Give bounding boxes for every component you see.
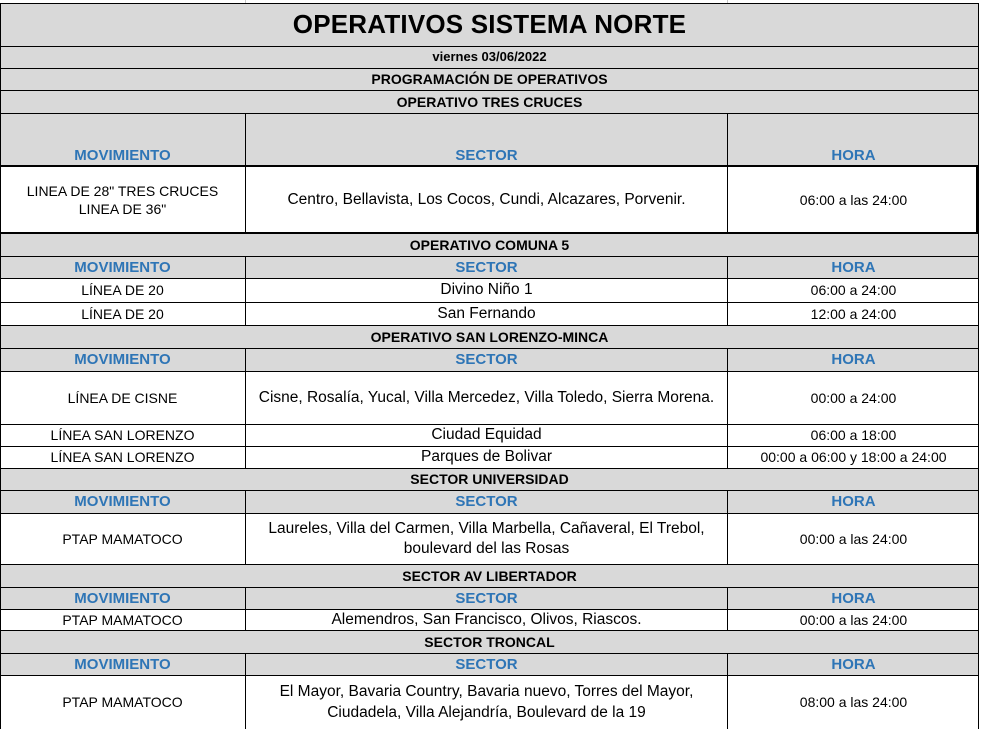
border-line — [976, 165, 979, 234]
col-header-sector: SECTOR — [246, 349, 727, 371]
border-line — [0, 232, 979, 234]
border-line — [727, 653, 728, 729]
border-line — [0, 3, 979, 4]
border-line — [0, 468, 979, 469]
col-header-hora: HORA — [728, 114, 979, 166]
section-title: SECTOR TRONCAL — [0, 631, 979, 653]
border-line — [727, 256, 728, 326]
row-sector: Divino Niño 1 — [246, 279, 727, 302]
col-header-movimiento: MOVIMIENTO — [0, 114, 245, 166]
border-line — [245, 653, 246, 729]
border-line — [245, 256, 246, 326]
row-sector: Laureles, Villa del Carmen, Villa Marbella, Cañaveral, El Trebol, boulevard del las Rosas — [246, 514, 727, 564]
border-line — [0, 46, 979, 47]
border-line — [0, 490, 979, 491]
row-movimiento: LÍNEA SAN LORENZO — [0, 425, 245, 446]
border-line — [0, 3, 1, 729]
section-title: SECTOR AV LIBERTADOR — [0, 565, 979, 587]
row-sector: Alemendros, San Francisco, Olivos, Riascos. — [246, 610, 727, 630]
row-sector: San Fernando — [246, 303, 727, 325]
col-header-movimiento: MOVIMIENTO — [0, 588, 245, 609]
row-hora: 06:00 a las 24:00 — [728, 167, 979, 233]
row-movimiento: PTAP MAMATOCO — [0, 610, 245, 630]
col-header-sector: SECTOR — [246, 654, 727, 675]
border-line — [0, 302, 979, 303]
border-line — [0, 68, 979, 69]
col-header-hora: HORA — [728, 349, 979, 371]
row-movimiento: PTAP MAMATOCO — [0, 514, 245, 564]
row-hora: 00:00 a 06:00 y 18:00 a 24:00 — [728, 447, 979, 468]
row-hora: 00:00 a las 24:00 — [728, 514, 979, 564]
border-line — [245, 348, 246, 469]
border-line — [0, 325, 979, 326]
col-header-sector: SECTOR — [246, 257, 727, 278]
border-line — [0, 587, 979, 588]
border-line — [0, 653, 979, 654]
border-line — [0, 113, 979, 114]
section-title: SECTOR UNIVERSIDAD — [0, 469, 979, 490]
row-hora: 00:00 a las 24:00 — [728, 610, 979, 630]
row-sector: El Mayor, Bavaria Country, Bavaria nuevo, Torres del Mayor, Ciudadela, Villa Alejandría, Boulevard de la 19 — [246, 676, 727, 729]
row-movimiento: PTAP MAMATOCO — [0, 676, 245, 729]
border-line — [0, 371, 979, 372]
border-line — [978, 3, 979, 729]
border-line — [245, 587, 246, 631]
row-sector: Centro, Bellavista, Los Cocos, Cundi, Alcazares, Porvenir. — [246, 167, 727, 233]
border-line — [727, 348, 728, 469]
border-line — [0, 256, 979, 257]
row-hora: 08:00 a las 24:00 — [728, 676, 979, 729]
section-title: OPERATIVO SAN LORENZO-MINCA — [0, 326, 979, 348]
col-header-hora: HORA — [728, 654, 979, 675]
row-hora: 12:00 a 24:00 — [728, 303, 979, 325]
border-line — [0, 446, 979, 447]
programming-subtitle: PROGRAMACIÓN DE OPERATIVOS — [0, 69, 979, 90]
date-label: viernes 03/06/2022 — [0, 47, 979, 68]
border-line — [0, 278, 979, 279]
row-hora: 06:00 a 18:00 — [728, 425, 979, 446]
page-title: OPERATIVOS SISTEMA NORTE — [0, 4, 979, 46]
row-sector: Ciudad Equidad — [246, 425, 727, 446]
col-header-sector: SECTOR — [246, 588, 727, 609]
border-line — [245, 490, 246, 565]
section-title: OPERATIVO TRES CRUCES — [0, 91, 979, 113]
border-line — [0, 348, 979, 349]
row-movimiento: LÍNEA SAN LORENZO — [0, 447, 245, 468]
border-line — [0, 90, 979, 91]
row-hora: 06:00 a 24:00 — [728, 279, 979, 302]
section-title: OPERATIVO COMUNA 5 — [0, 234, 979, 256]
border-line — [727, 490, 728, 565]
border-line — [0, 513, 979, 514]
border-line — [727, 587, 728, 631]
border-line — [0, 609, 979, 610]
col-header-sector: SECTOR — [246, 491, 727, 513]
row-movimiento: LINEA DE 28" TRES CRUCES LINEA DE 36" — [0, 167, 245, 233]
col-header-movimiento: MOVIMIENTO — [0, 257, 245, 278]
col-header-movimiento: MOVIMIENTO — [0, 349, 245, 371]
col-header-movimiento: MOVIMIENTO — [0, 491, 245, 513]
row-sector: Cisne, Rosalía, Yucal, Villa Mercedez, Villa Toledo, Sierra Morena. — [246, 372, 727, 424]
col-header-sector: SECTOR — [246, 114, 727, 166]
row-movimiento: LÍNEA DE CISNE — [0, 372, 245, 424]
col-header-movimiento: MOVIMIENTO — [0, 654, 245, 675]
border-line — [727, 113, 728, 233]
row-sector: Parques de Bolivar — [246, 447, 727, 468]
row-movimiento: LÍNEA DE 20 — [0, 279, 245, 302]
border-line — [245, 113, 246, 233]
row-hora: 00:00 a 24:00 — [728, 372, 979, 424]
border-line — [0, 165, 979, 167]
border-line — [0, 630, 979, 631]
col-header-hora: HORA — [728, 588, 979, 609]
row-movimiento: LÍNEA DE 20 — [0, 303, 245, 325]
col-header-hora: HORA — [728, 257, 979, 278]
border-line — [0, 564, 979, 565]
border-line — [0, 675, 979, 676]
border-line — [0, 424, 979, 425]
col-header-hora: HORA — [728, 491, 979, 513]
